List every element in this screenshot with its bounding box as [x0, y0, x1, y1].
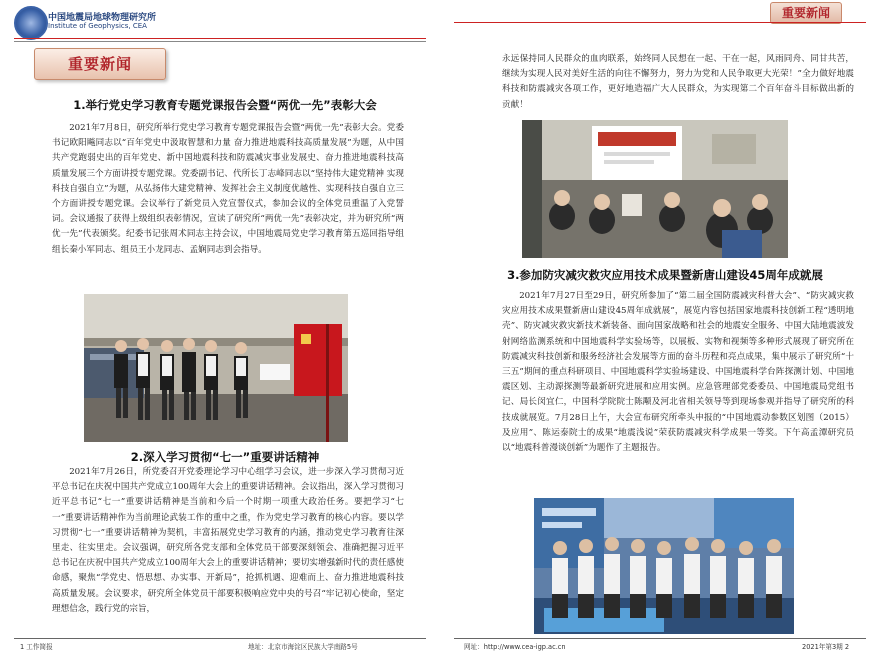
header-rule — [14, 41, 426, 42]
article2-body: 2021年7月26日，所党委召开党委理论学习中心组学习会议，进一步深入学习贯彻习近平总书记在庆祝中国共产党成立100周年大会上的重要讲话精神。会议指出，深入学习贯彻习近平总书记“七一”重要讲话精神是当前和今后一个时期一项重大政治任务。要把学习“七一”重要讲话精神作为当前理论武装工作的重中之重，作为党史学习教育的核心内容。要以学习贯彻“七一”重要讲话精神为契机，丰富拓展党史学习教育的内涵，推动党史学习教育往深里走、往实里走。会议强调，研究所各党支部和全体党员干部要深刻领会、准确把握习近平总书记在庆祝中国共产党成立100周年大会上的重要讲话精神；要切实增强新时代的责任感使命感，聚焦“学党史、悟思想、办实事、开新局”，抢抓机遇、迎难而上、奋力推进地震科技高质量发展。会议要求，研究所全体党员干部要积极响应党中央的号召“牢记初心使命，坚定理想信念，践行党的宗旨， — [52, 467, 404, 614]
footer-rule — [454, 638, 866, 639]
footer-website: 网址：http://www.cea-igp.ac.cn — [464, 643, 566, 651]
footer-address: 地址：北京市海淀区民族大学南路5号 — [248, 643, 358, 651]
article3-body: 2021年7月27日至29日，研究所参加了“第二届全国防震减灾科普大会”、“防灾减灾救灾应用技术成果暨新唐山建设45周年成就展”，展览内容包括国家地震科技创新工程“透明地壳”、防灾减灾救灾新技术新装备、面向国家战略和社会的地震安全服务、中国大陆地震波发射网络监测系统和中国地震科学实验场等，以展板、实物和视频等多种形式展现了研究所在防震减灾科技创新和服务经济社会发展等方面的奋斗历程和亮点成果，集中展示了研究所“十三五”期间的重点科研项目、中国地震科学实验场建设、中国地震科学台阵探测计划、中国地震区划、主动源探测等最新研究进展和应用实例。应急管理部党委委员、中国地震局党组书记、局长闵宜仁，中国科学院院士陈颙及河北省相关领导等到现场参观并指导了研究所的科技成就展览。7月28日上午，大会宣布研究所牵头申报的“中国地震动参数区划图（2015）及应用”、陈运泰院士的成果“地震浅说”荣获防震减灾科学成果一等奖。下午高孟潭研究员以“地震科普漫谈创新”为题作了主题报告。 — [502, 291, 854, 454]
meeting-room-photo — [522, 120, 788, 258]
exhibition-visit-photo — [534, 498, 794, 634]
article1-title: 1.举行党史学习教育专题党课报告会暨“两优一先”表彰大会 — [73, 98, 377, 112]
header-badge-label: 重要新闻 — [781, 6, 830, 20]
article2-title: 2.深入学习贯彻“七一”重要讲话精神 — [130, 450, 320, 464]
oath-ceremony-photo — [84, 294, 348, 442]
footer-page-label: 1 工作简报 — [20, 643, 53, 651]
section-badge — [34, 48, 166, 80]
institute-logo-icon — [14, 6, 48, 40]
header-rule-red — [14, 38, 426, 39]
section-badge-label: 重要新闻 — [67, 55, 132, 73]
article1-body: 2021年7月8日，研究所举行党史学习教育专题党课报告会暨“两优一先”表彰大会。党委书记欧阳飚同志以“百年党史中汲取智慧和力量 奋力推进地震科技高质量发展”为题，从中国共产党跑弱史出的百年党史、新中国地震科技和防震减灾事业发展史、奋力推进地震科技高质量发展三个方面讲授专题党课。党委副书记、代所长丁志峰同志以“坚持伟大建党精神 实现科技自强自立”为题，从弘扬伟大建党精神、发挥社会主义制度优越性、实现科技自强自立三个方面讲授专题党课。会议举行了新党员入党宣誓仪式，参加会议的全体党员重温了入党誓词。会议通报了获得上级组织表彰情况，宣读了研究所“两优一先”表彰决定，并为研究所“两优一先”代表颁奖。纪委书记张周术同志主持会议，中国地震局党史学习教育第五巡回指导组组长秦小军同志、组员王小龙同志、孟娴同志到会指导。 — [52, 123, 404, 255]
institute-name-cn: 中国地震局地球物理研究所 — [48, 13, 157, 23]
article3-title: 3.参加防灾减灾救灾应用技术成果暨新唐山建设45周年成就展 — [507, 268, 823, 282]
continued-text: 永远保持同人民群众的血肉联系，始终同人民想在一起、干在一起，风雨同舟、同甘共苦，继续为实现人民对美好生活的向往不懈努力，努力为党和人民争取更大光荣！”全力做好地震科技和防震减灾各项工作，更好地造福广大人民群众，为实现第二个百年奋斗目标做出新的贡献！ — [502, 54, 854, 110]
institute-name-en: Institute of Geophysics, CEA — [48, 22, 147, 30]
footer-issue-page: 2021年第3期 2 — [802, 643, 850, 651]
header-rule-red — [454, 22, 866, 23]
right-page — [440, 0, 880, 659]
header-badge — [770, 2, 842, 24]
footer-rule — [14, 638, 426, 639]
